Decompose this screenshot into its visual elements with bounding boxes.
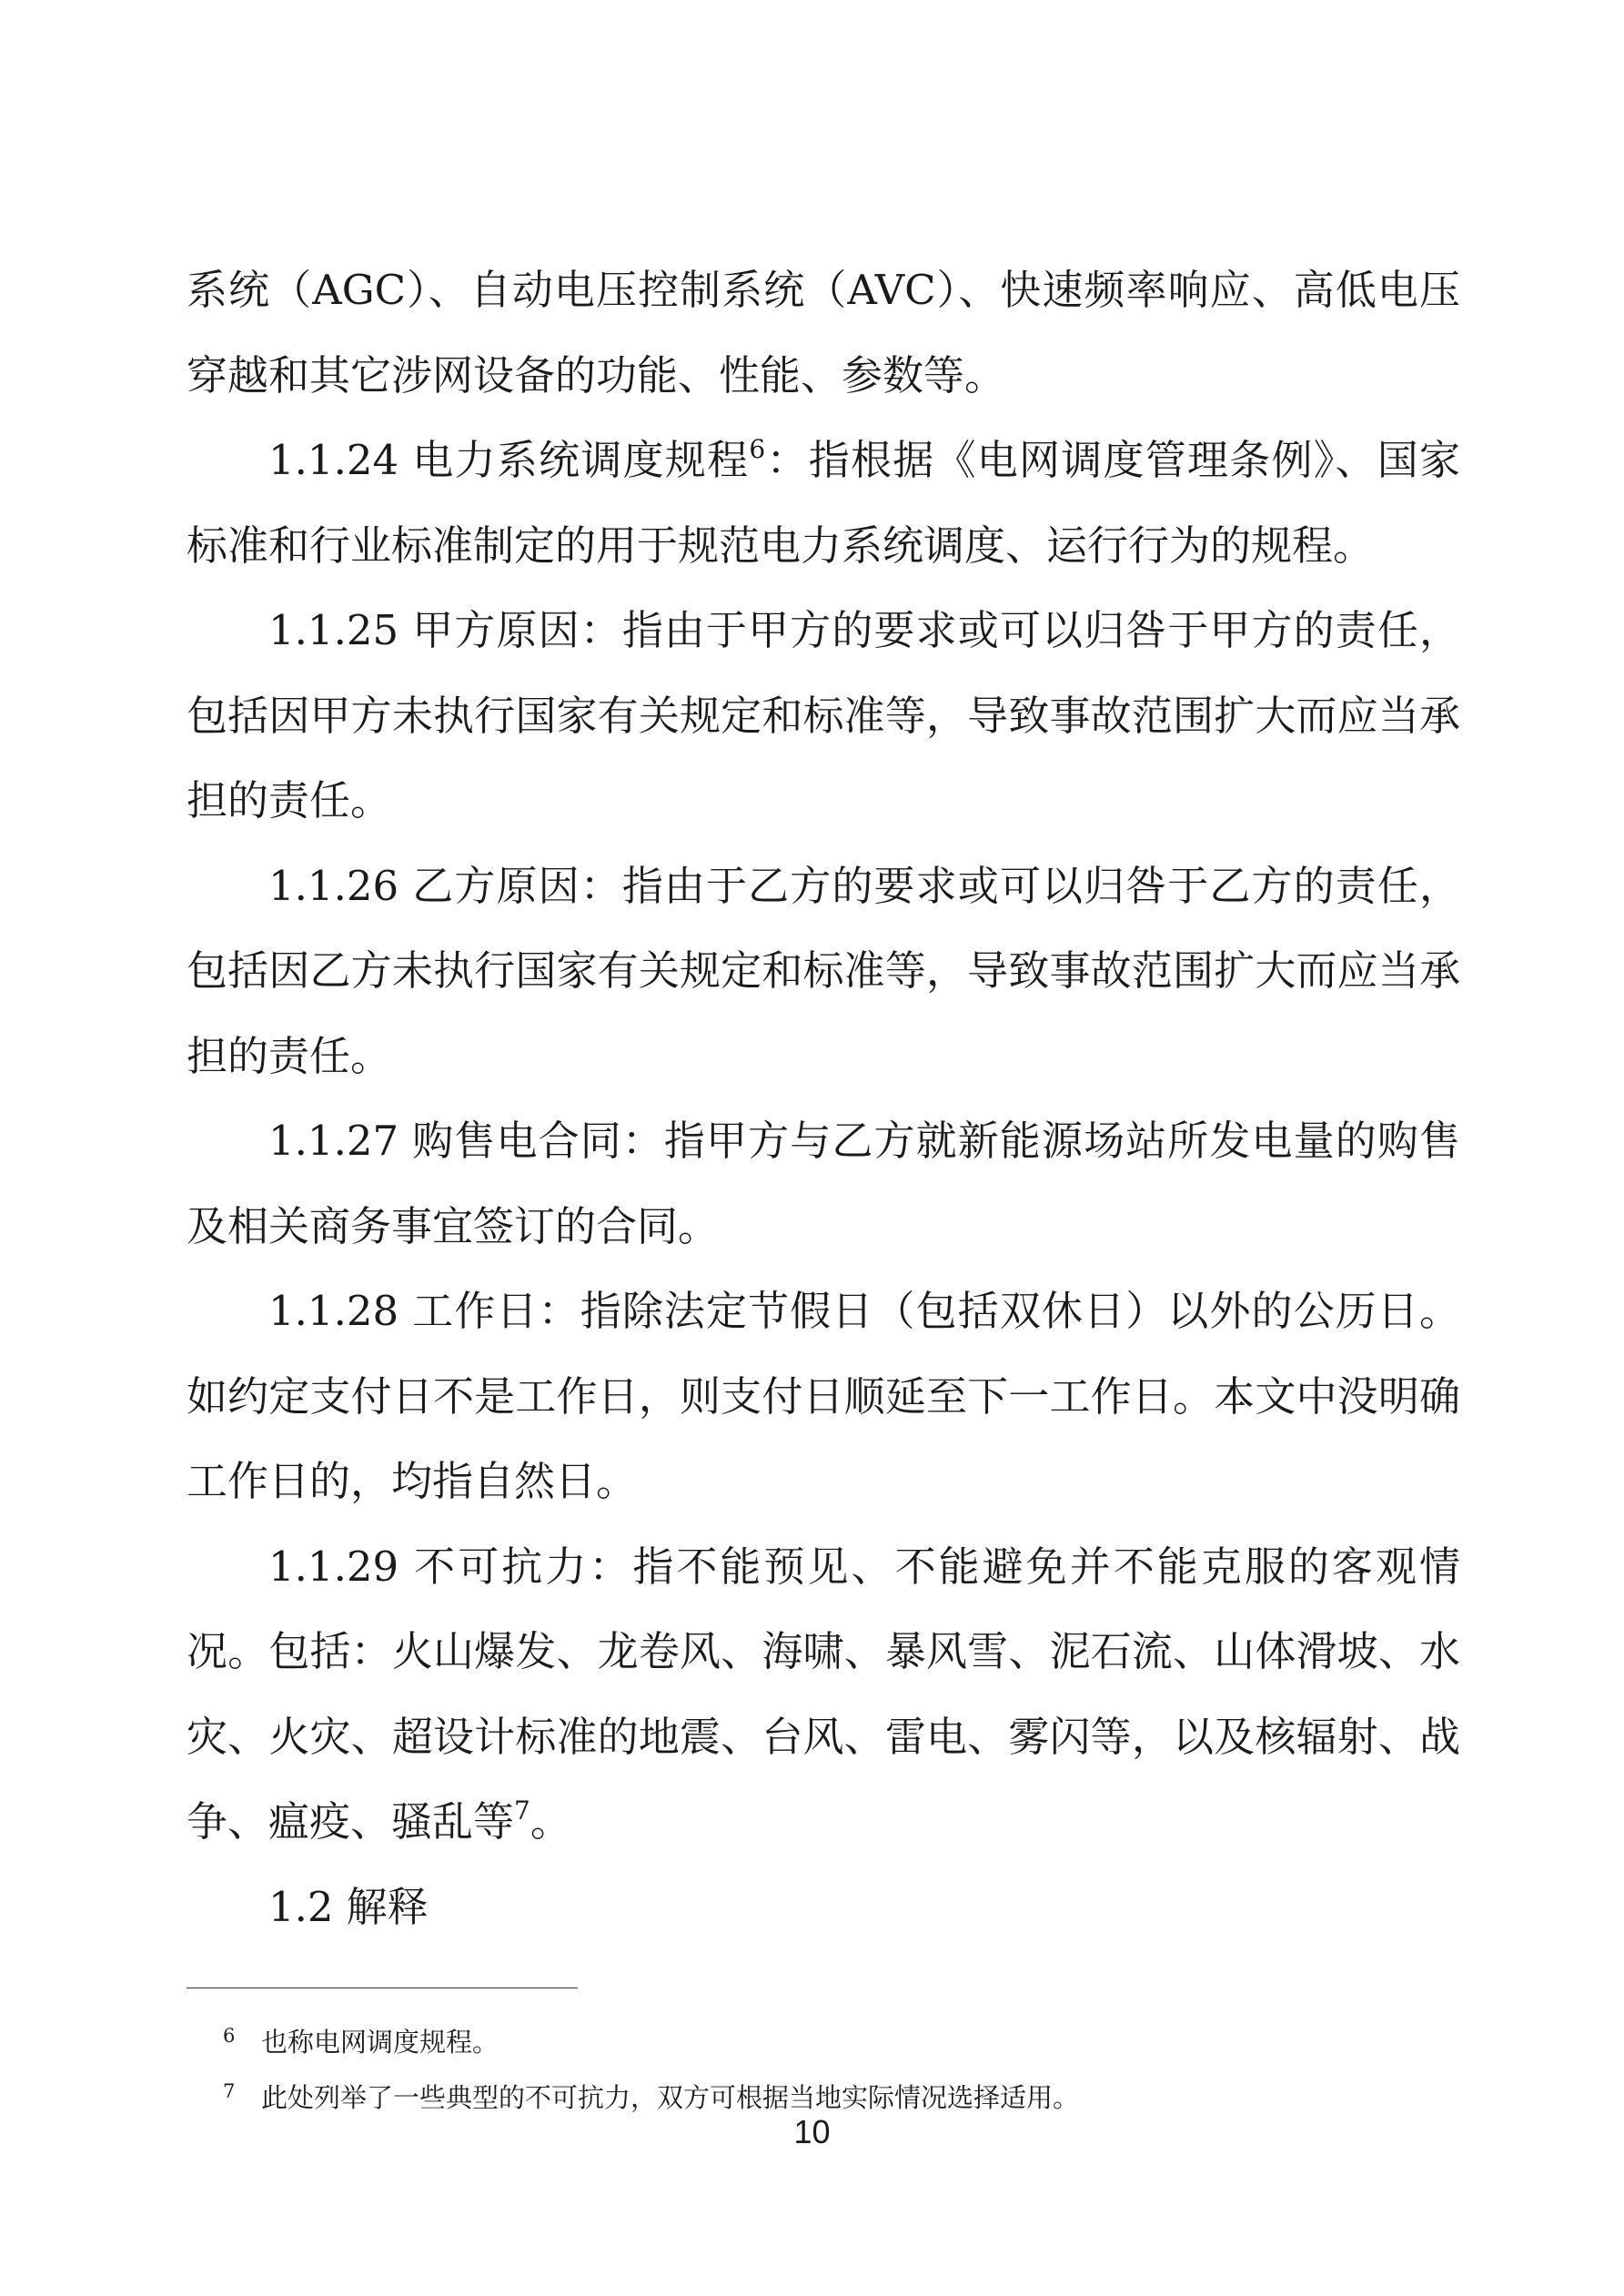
- clause-text-cont: 。: [530, 1797, 571, 1846]
- clause-text: 乙方原因：指由于乙方的要求或可以归咎于乙方的责任，包括因乙方未执行国家有关规定和标准等，导致事故范围扩大而应当承担的责任。: [187, 861, 1460, 1080]
- section-heading: [187, 1865, 1460, 1950]
- clause-text-cont: ：指根据《电网调度管理条例》、国家标准和行业标准制定的用于规范电力系统调度、运行行为的规程。: [187, 436, 1460, 570]
- clause-1-1-26: [187, 844, 1460, 1099]
- clause-1-1-28: [187, 1269, 1460, 1524]
- clause-text: 工作日：指除法定节假日（包括双休日）以外的公历日。如约定支付日不是工作日，则支付日顺延至下一工作日。本文中没明确工作日的，均指自然日。: [187, 1287, 1460, 1505]
- footnote-6: [223, 2011, 1460, 2067]
- clause-number: 1.1.29: [268, 1542, 399, 1591]
- footnote-ref[interactable]: 6: [749, 434, 766, 464]
- footnote-mark: 7: [223, 2080, 236, 2102]
- clause-1-1-27: [187, 1098, 1460, 1269]
- clause-text: 购售电合同：指甲方与乙方就新能源场站所发电量的购售及相关商务事宜签订的合同。: [187, 1117, 1460, 1250]
- clause-text: 甲方原因：指由于甲方的要求或可以归咎于甲方的责任，包括因甲方未执行国家有关规定和标准等，导致事故范围扩大而应当承担的责任。: [187, 606, 1460, 824]
- intro-paragraph: 系统（AGC）、自动电压控制系统（AVC）、快速频率响应、高低电压穿越和其它涉网设备的功能、性能、参数等。: [187, 266, 1460, 400]
- clause-number: 1.1.26: [268, 861, 399, 910]
- footnote-ref[interactable]: 7: [514, 1795, 530, 1826]
- footnote-text: 此处列举了一些典型的不可抗力，双方可根据当地实际情况选择适用。: [261, 2082, 1080, 2113]
- clause-number: 1.1.24: [268, 436, 399, 484]
- clause-number: 1.1.28: [268, 1287, 399, 1335]
- clause-text: 不可抗力：指不能预见、不能避免并不能克服的客观情况。包括：火山爆发、龙卷风、海啸、暴风雪、泥石流、山体滑坡、水灾、火灾、超设计标准的地震、台风、雷电、雾闪等，以及核辐射、战争、瘟疫、骚乱等: [187, 1542, 1460, 1846]
- section-number: 1.2: [268, 1882, 334, 1931]
- footnote-mark: 6: [223, 2025, 236, 2047]
- clause-number: 1.1.25: [268, 606, 399, 654]
- page-number: 10: [793, 2113, 831, 2150]
- clause-1-1-25: [187, 588, 1460, 844]
- section-title: 解释: [346, 1882, 429, 1931]
- footnotes: [223, 2011, 1460, 2122]
- body-text: [187, 248, 1460, 1949]
- clause-text: 电力系统调度规程: [411, 436, 750, 484]
- clause-1-1-29: [187, 1524, 1460, 1865]
- footnote-text: 也称电网调度规程。: [261, 2027, 499, 2058]
- clause-number: 1.1.27: [268, 1117, 399, 1165]
- clause-1-1-24: [187, 418, 1460, 588]
